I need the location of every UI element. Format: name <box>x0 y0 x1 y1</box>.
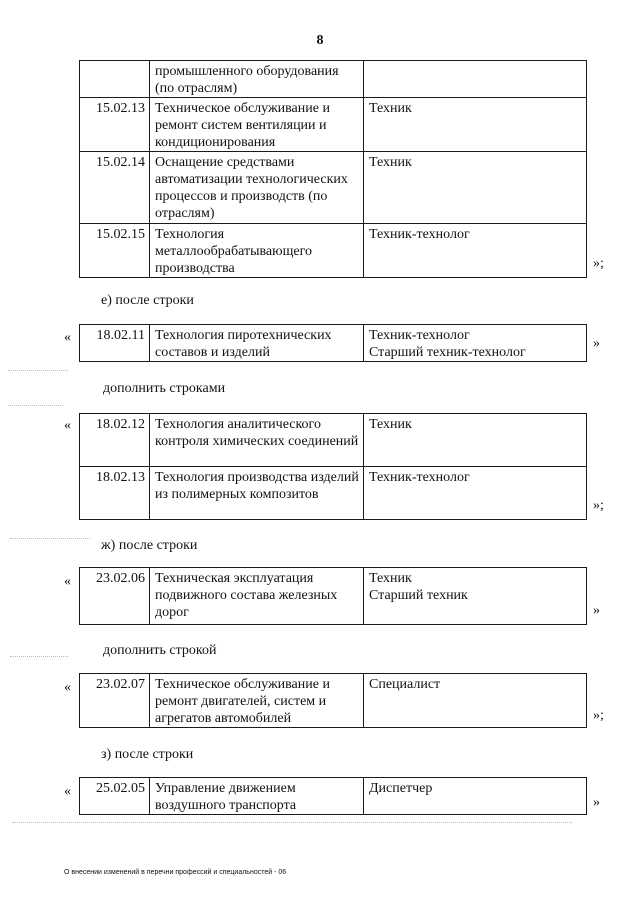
specialty-table-2 <box>79 324 587 362</box>
specialty-code: 23.02.06 <box>80 568 150 625</box>
closing-quote: » <box>593 603 600 618</box>
scan-noise <box>8 370 68 371</box>
specialty-table-5 <box>79 673 587 728</box>
instruction-add-row: дополнить строкой <box>103 643 217 658</box>
table-row <box>80 224 587 278</box>
scan-noise <box>8 405 63 406</box>
specialty-name: Оснащение средствами автоматизации технологических процессов и производств (по отраслям) <box>150 152 364 224</box>
qualification: Техник <box>369 101 412 116</box>
specialty-name: Технология металлообрабатывающего производства <box>150 224 364 278</box>
scan-noise <box>10 538 90 539</box>
qualification-cell <box>364 61 587 98</box>
qualification: Техник <box>369 571 412 586</box>
qualification-cell <box>364 778 587 815</box>
instruction-e-after-row: е) после строки <box>101 293 194 308</box>
qualification: Старший техник-технолог <box>369 345 526 360</box>
specialty-code: 18.02.11 <box>80 325 150 362</box>
specialty-name: Технология пиротехнических составов и изделий <box>150 325 364 362</box>
specialty-table-1 <box>79 60 587 278</box>
opening-quote: « <box>64 784 71 799</box>
page-number: 8 <box>316 33 324 48</box>
qualification: Техник <box>369 417 412 432</box>
specialty-name: Управление движением воздушного транспорта <box>150 778 364 815</box>
qualification: Техник-технолог <box>369 328 470 343</box>
opening-quote: « <box>64 330 71 345</box>
specialty-code: 15.02.14 <box>80 152 150 224</box>
qualification-cell <box>364 152 587 224</box>
qualification: Старший техник <box>369 588 468 603</box>
table-row <box>80 325 587 362</box>
specialty-code: 18.02.12 <box>80 414 150 467</box>
qualification: Диспетчер <box>369 781 433 796</box>
table-row <box>80 467 587 520</box>
qualification-cell <box>364 414 587 467</box>
closing-quote: » <box>593 336 600 351</box>
specialty-code: 23.02.07 <box>80 674 150 728</box>
opening-quote: « <box>64 418 71 433</box>
qualification-cell <box>364 98 587 152</box>
qualification: Техник-технолог <box>369 470 470 485</box>
scan-noise <box>12 822 572 823</box>
closing-quote: »; <box>593 708 604 723</box>
instruction-zh-after-row: ж) после строки <box>101 538 198 553</box>
specialty-name: Техническая эксплуатация подвижного состава железных дорог <box>150 568 364 625</box>
specialty-code: 25.02.05 <box>80 778 150 815</box>
table-row <box>80 414 587 467</box>
specialty-table-3 <box>79 413 587 520</box>
table-row <box>80 98 587 152</box>
specialty-code <box>80 61 150 98</box>
table-row <box>80 61 587 98</box>
specialty-table-4 <box>79 567 587 625</box>
qualification-cell <box>364 467 587 520</box>
specialty-code: 15.02.13 <box>80 98 150 152</box>
document-footer: О внесении изменений в перечни профессий и специальностей - 06 <box>64 869 287 876</box>
specialty-code: 15.02.15 <box>80 224 150 278</box>
closing-quote: » <box>593 795 600 810</box>
opening-quote: « <box>64 574 71 589</box>
specialty-table-6 <box>79 777 587 815</box>
specialty-name: Технология производства изделий из полимерных композитов <box>150 467 364 520</box>
table-row <box>80 778 587 815</box>
qualification-cell <box>364 325 587 362</box>
instruction-z-after-row: з) после строки <box>101 747 194 762</box>
qualification: Специалист <box>369 677 441 692</box>
qualification: Техник <box>369 155 412 170</box>
qualification-cell <box>364 568 587 625</box>
specialty-name: Технология аналитического контроля химических соединений <box>150 414 364 467</box>
qualification: Техник-технолог <box>369 227 470 242</box>
specialty-name: промышленного оборудования (по отраслям) <box>150 61 364 98</box>
qualification-cell <box>364 224 587 278</box>
specialty-name: Техническое обслуживание и ремонт систем вентиляции и кондиционирования <box>150 98 364 152</box>
table-row <box>80 674 587 728</box>
table-row <box>80 152 587 224</box>
qualification-cell <box>364 674 587 728</box>
closing-quote: »; <box>593 256 604 271</box>
scan-noise <box>10 656 68 657</box>
closing-quote: »; <box>593 498 604 513</box>
table-row <box>80 568 587 625</box>
instruction-add-rows: дополнить строками <box>103 381 226 396</box>
specialty-code: 18.02.13 <box>80 467 150 520</box>
opening-quote: « <box>64 680 71 695</box>
specialty-name: Техническое обслуживание и ремонт двигателей, систем и агрегатов автомобилей <box>150 674 364 728</box>
